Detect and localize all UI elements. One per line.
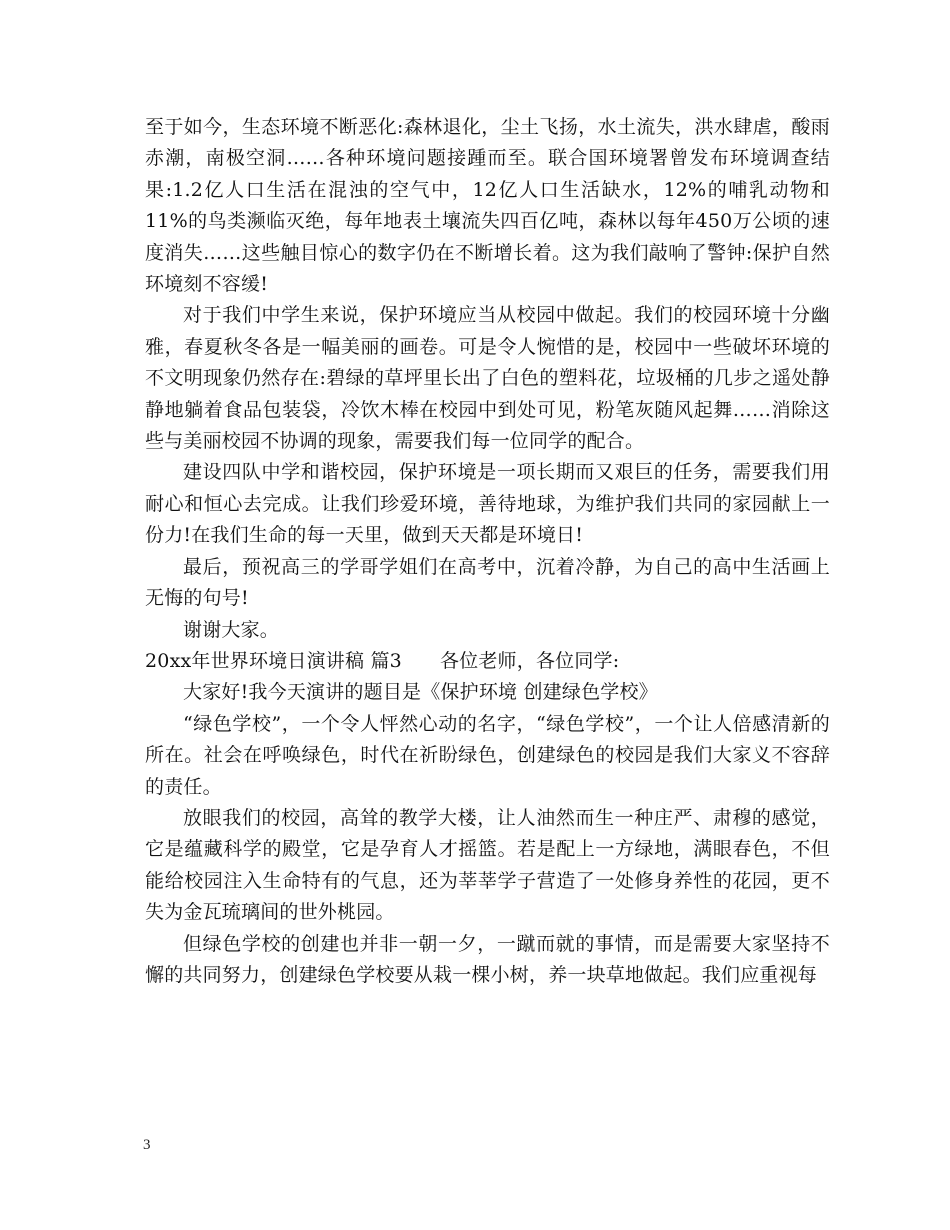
document-body [145,112,830,991]
paragraph-environment-crisis: 至于如今，生态环境不断恶化:森林退化，尘土飞扬，水土流失，洪水肆虐，酸雨赤潮，南极空洞……各种环境问题接踵而至。联合国环境署曾发布环境调查结果:1.2亿人口生活在混浊的空气中，12亿人口生活缺水，12%的哺乳动物和11%的鸟类濒临灭绝，每年地表土壤流失四百亿吨，森林以每年450万公顷的速度消失……这些触目惊心的数字仍在不断增长着。这为我们敲响了警钟:保护自然环境刻不容缓! [145,116,830,296]
paragraph-school-protection: 对于我们中学生来说，保护环境应当从校园中做起。我们的校园环境十分幽雅，春夏秋冬各是一幅美丽的画卷。可是令人惋惜的是，校园中一些破坏环境的不文明现象仍然存在:碧绿的草坪里长出了白色的塑料花，垃圾桶的几步之遥处静静地躺着食品包装袋，冷饮木棒在校园中到处可见，粉笔灰随风起舞……消除这些与美丽校园不协调的现象，需要我们每一位同学的配合。 [145,304,830,453]
paragraph-joint-effort: 但绿色学校的创建也并非一朝一夕，一蹴而就的事情，而是需要大家坚持不懈的共同努力，创建绿色学校要从栽一棵小树，养一块草地做起。我们应重视每 [145,932,830,986]
speech-title: 20xx年世界环境日演讲稿 篇3 [145,649,402,672]
speech-heading [145,646,830,677]
paragraph-greeting: 大家好!我今天演讲的题目是《保护环境 创建绿色学校》 [183,681,658,704]
page-number: 3 [143,1137,151,1153]
paragraph-harmonious-campus: 建设四队中学和谐校园，保护环境是一项长期而又艰巨的任务，需要我们用耐心和恒心去完成。让我们珍爱环境，善待地球，为维护我们共同的家园献上一份力!在我们生命的每一天里，做到天天都是环境日! [145,461,830,547]
paragraph-wishes: 最后，预祝高三的学哥学姐们在高考中，沉着冷静，为自己的高中生活画上无悔的句号! [145,555,830,610]
paragraph-campus-view: 放眼我们的校园，高耸的教学大楼，让人油然而生一种庄严、肃穆的感觉，它是蕴藏科学的殿堂，它是孕育人才摇篮。若是配上一方绿地，满眼春色，不但能给校园注入生命特有的气息，还为莘莘学子营造了一处修身养性的花园，更不失为金瓦琉璃间的世外桃园。 [145,806,830,924]
paragraph-thanks: 谢谢大家。 [183,618,280,641]
speech-salutation: 各位老师，各位同学: [439,649,620,672]
paragraph-green-school: “绿色学校”，一个令人怦然心动的名字，“绿色学校”，一个让人倍感清新的所在。社会在呼唤绿色，时代在祈盼绿色，创建绿色的校园是我们大家义不容辞的责任。 [145,712,830,798]
